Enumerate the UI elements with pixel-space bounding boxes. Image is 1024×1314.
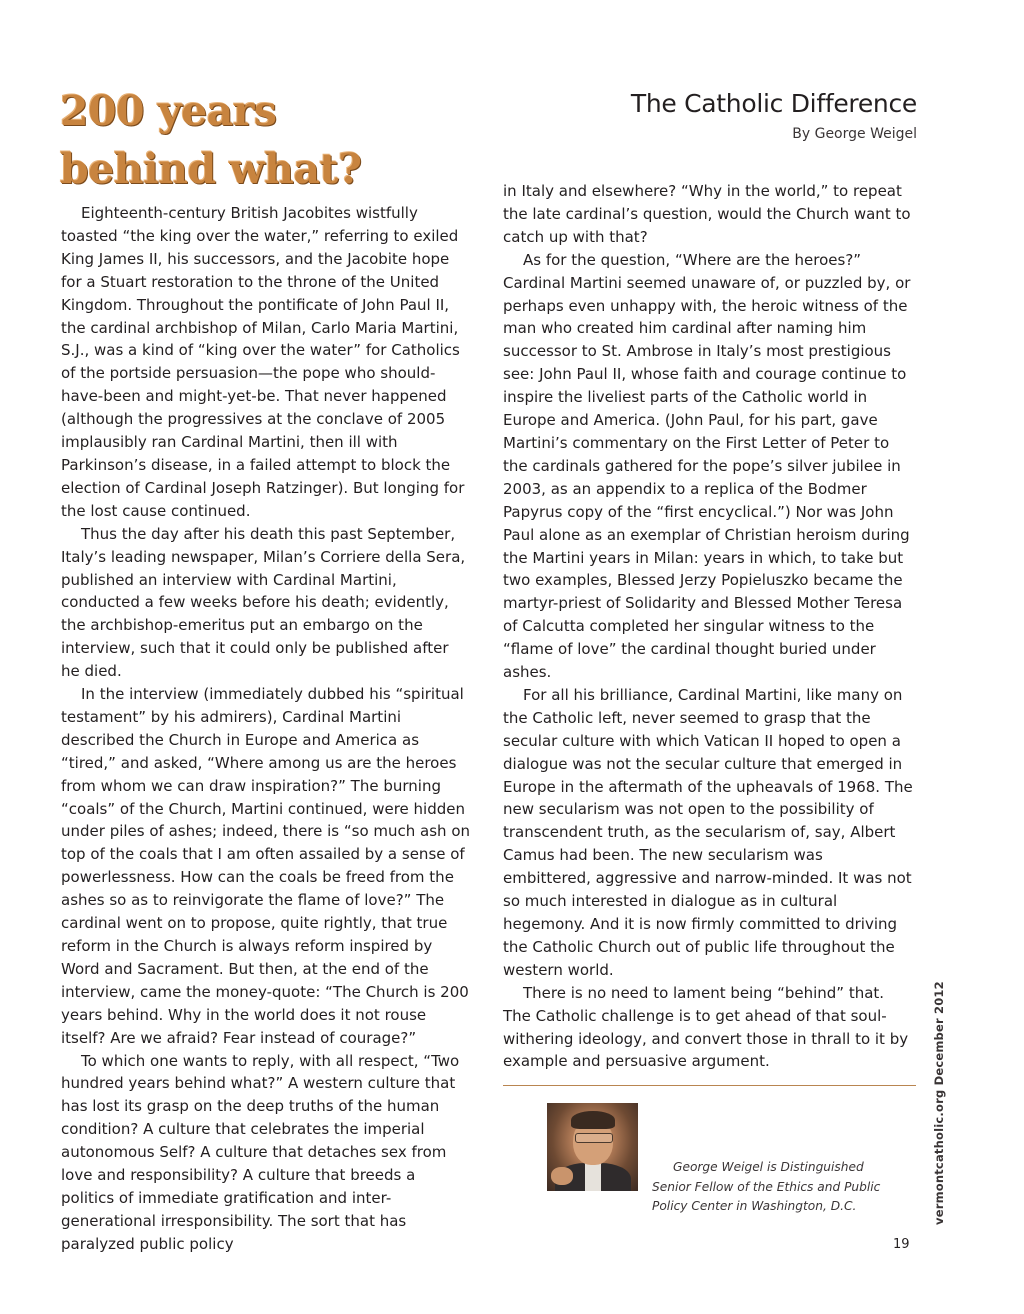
- headline-line-1: 200 years: [60, 87, 277, 135]
- publication-footer: vermontcatholic.org December 2012: [932, 981, 946, 1225]
- divider: [503, 1085, 916, 1086]
- article-right-column: [503, 180, 913, 1073]
- author-bio-line-2: Senior Fellow of the Ethics and Public: [652, 1179, 881, 1194]
- paragraph: in Italy and elsewhere? “Why in the world,” to repeat the late cardinal’s question, would the Church want to catch up with that?: [503, 182, 911, 246]
- column-title: The Catholic Difference: [630, 89, 917, 118]
- author-bio-line-1: George Weigel is Distinguished: [673, 1160, 864, 1174]
- author-photo: [547, 1103, 638, 1191]
- headline-line-2: behind what?: [60, 145, 362, 193]
- photo-hair: [571, 1111, 615, 1129]
- photo-hand: [551, 1167, 573, 1185]
- paragraph: Eighteenth-century British Jacobites wistfully toasted “the king over the water,” referring to exiled King James II, his successors, and the Jacobite hope for a Stuart restoration to the throne of the United Kingdom. Throughout the pontificate of John Paul II, the cardinal archbishop of Milan, Carlo Maria Martini, S.J., was a kind of “king over the water” for Catholics of the portside persuasion—the pope who should-have-been and might-yet-be. That never happened (although the progressives at the conclave of 2005 implausibly ran Cardinal Martini, then ill with Parkinson’s disease, in a failed attempt to block the election of Cardinal Joseph Ratzinger). But longing for the lost cause continued.: [61, 204, 465, 520]
- paragraph: As for the question, “Where are the heroes?” Cardinal Martini seemed unaware of, or puzzled by, or perhaps even unhappy with, the heroic witness of the man who created him cardinal after naming him successor to St. Ambrose in Italy’s most prestigious see: John Paul II, whose faith and courage continue to inspire the liveliest parts of the Catholic world in Europe and America. (John Paul, for his part, gave Martini’s commentary on the First Letter of Peter to the cardinals gathered for the pope’s silver jubilee in 2003, as an appendix to a replica of the Bodmer Papyrus copy of the “first encyclical.”) Nor was John Paul alone as an exemplar of Christian heroism during the Martini years in Milan: years in which, to take but two examples, Blessed Jerzy Popieluszko became the martyr-priest of Solidarity and Blessed Mother Teresa of Calcutta completed her singular witness to the “flame of love” the cardinal thought buried under ashes.: [503, 250, 911, 682]
- author-bio: [652, 1158, 902, 1217]
- headline: [60, 82, 362, 198]
- article-left-column: [61, 202, 471, 1256]
- author-bio-line-3: Policy Center in Washington, D.C.: [652, 1199, 857, 1213]
- paragraph: In the interview (immediately dubbed his “spiritual testament” by his admirers), Cardinal Martini described the Church in Europe and America as “tired,” and asked, “Where among us are the heroes from whom we can draw inspiration?” The burning “coals” of the Church, Martini continued, were hidden under piles of ashes; indeed, there is “so much ash on top of the coals that I am often assailed by a sense of powerlessness. How can the coals be freed from the ashes so as to reinvigorate the flame of love?” The cardinal went on to propose, quite rightly, that true reform in the Church is always reform inspired by Word and Sacrament. But then, at the end of the interview, came the money-quote: “The Church is 200 years behind. Why in the world does it not rouse itself? Are we afraid? Fear instead of courage?”: [61, 685, 471, 1047]
- photo-glasses: [575, 1133, 613, 1143]
- byline: By George Weigel: [792, 126, 917, 142]
- photo-shirt: [585, 1163, 601, 1191]
- paragraph: Thus the day after his death this past September, Italy’s leading newspaper, Milan’s Corriere della Sera, published an interview with Cardinal Martini, conducted a few weeks before his death; evidently, the archbishop-emeritus put an embargo on the interview, such that it could only be published after he died.: [61, 524, 466, 681]
- paragraph: There is no need to lament being “behind” that. The Catholic challenge is to get ahead of that soul-withering ideology, and convert those in thrall to it by example and persuasive argument.: [503, 983, 909, 1071]
- paragraph: To which one wants to reply, with all respect, “Two hundred years behind what?” A western culture that has lost its grasp on the deep truths of the human condition? A culture that celebrates the imperial autonomous Self? A culture that detaches sex from love and responsibility? A culture that breeds a politics of immediate gratification and inter-generational irresponsibility. The sort that has paralyzed public policy: [61, 1051, 460, 1253]
- paragraph: For all his brilliance, Cardinal Martini, like many on the Catholic left, never seemed to grasp that the secular culture with which Vatican II hoped to open a dialogue was not the secular culture that emerged in Europe in the aftermath of the upheavals of 1968. The new secularism was not open to the possibility of transcendent truth, as the secularism of, say, Albert Camus had been. The new secularism was embittered, aggressive and narrow-minded. It was not so much interested in dialogue as in cultural hegemony. And it is now firmly committed to driving the Catholic Church out of public life throughout the western world.: [503, 685, 913, 979]
- page-number: 19: [893, 1237, 910, 1252]
